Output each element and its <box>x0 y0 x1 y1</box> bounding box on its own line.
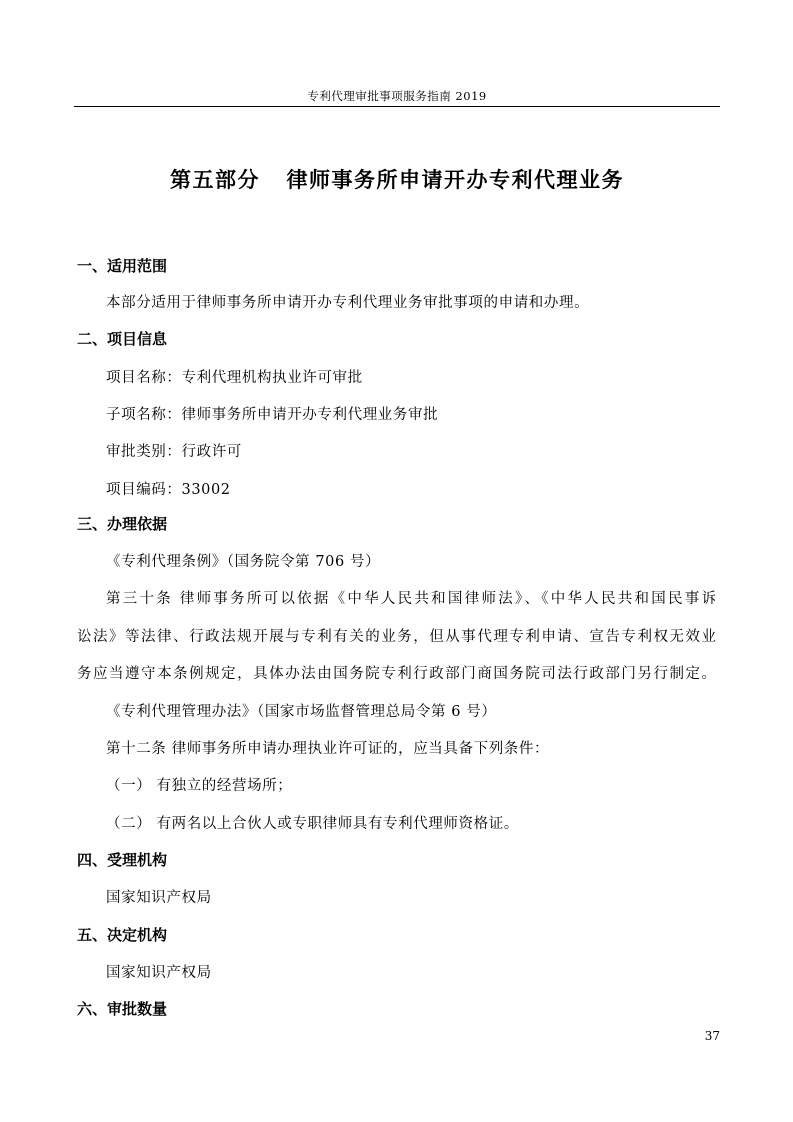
section-heading-approval-quantity: 六、审批数量 <box>77 1000 168 1018</box>
regulation-title-1: 《专利代理条例》（国务院令第 706 号） <box>106 554 381 570</box>
regulation-title-2: 《专利代理管理办法》（国家市场监督管理总局令第 6 号） <box>106 704 497 720</box>
project-sub-name: 子项名称：律师事务所申请开办专利代理业务审批 <box>106 407 439 423</box>
article-12: 第十二条 律师事务所申请办理执业许可证的，应当具备下列条件： <box>106 741 550 757</box>
deciding-agency-text: 国家知识产权局 <box>106 965 212 981</box>
project-name: 项目名称：专利代理机构执业许可审批 <box>106 370 363 386</box>
section-heading-basis: 三、办理依据 <box>77 515 168 533</box>
section-heading-project-info: 二、项目信息 <box>77 330 168 348</box>
article-30-line-1: 第三十条 律师事务所可以依据《中华人民共和国律师法》、《中华人民共和国民事诉 <box>106 591 716 607</box>
accepting-agency-text: 国家知识产权局 <box>106 890 212 906</box>
page-number: 37 <box>704 1029 720 1043</box>
page-title: 第五部分 律师事务所申请开办专利代理业务 <box>170 168 624 192</box>
section-heading-scope: 一、适用范围 <box>77 257 168 275</box>
condition-1: （一） 有独立的经营场所； <box>106 778 293 794</box>
condition-2: （二） 有两名以上合伙人或专职律师具有专利代理师资格证。 <box>106 816 519 832</box>
project-category: 审批类别：行政许可 <box>106 444 242 460</box>
header-divider <box>74 106 720 107</box>
project-code: 项目编码：33002 <box>106 482 231 498</box>
section-heading-accepting-agency: 四、受理机构 <box>77 851 168 869</box>
article-30-line-2: 讼法》等法律、行政法规开展与专利有关的业务，但从事代理专利申请、宣告专利权无效业 <box>77 629 716 645</box>
scope-text: 本部分适用于律师事务所申请开办专利代理业务审批事项的申请和办理。 <box>106 295 590 311</box>
article-30-line-3: 务应当遵守本条例规定，具体办法由国务院专利行政部门商国务院司法行政部门另行制定。 <box>77 666 716 682</box>
section-heading-deciding-agency: 五、决定机构 <box>77 926 168 944</box>
running-header: 专利代理审批事项服务指南 2019 <box>307 89 487 103</box>
